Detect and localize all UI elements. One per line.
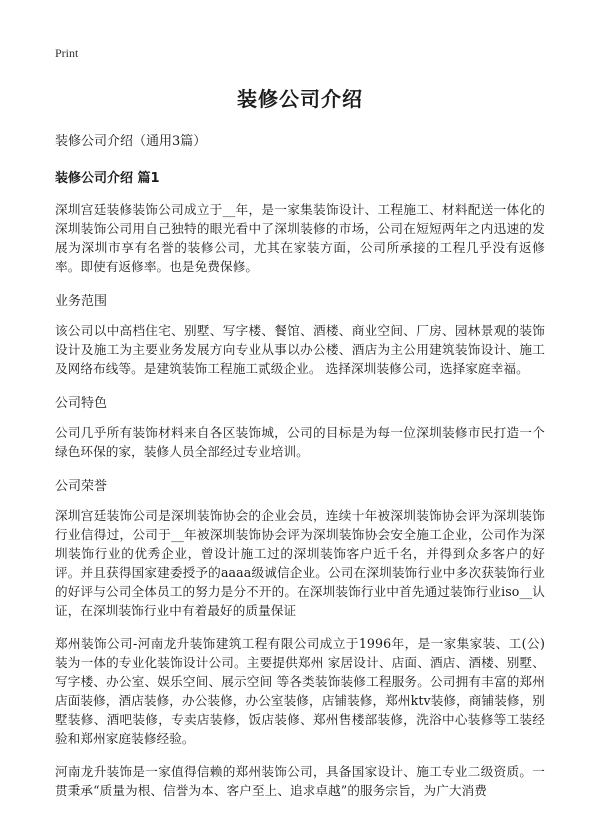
print-label: Print (55, 46, 79, 60)
document-title: 装修公司介绍 (237, 87, 363, 111)
paragraph-honors: 深圳宫廷装饰公司是深圳装饰协会的企业会员，连续十年被深圳装饰协会评为深圳装饰行业信得过，公司于__年被深圳装饰协会评为深圳装饰协会安全施工企业，公司作为深圳装饰行业的优秀企业，曾设计施工过的深圳装饰客户近千名，并得到众多客户的好评。并且获得国家建委授予的aaaa级诚信企业。公司在深圳装饰行业中多次获装饰行业的好评与公司全体员工的努力是分不开的。在深圳装饰行业中首先通过装饰行业iso__认证，在深圳装饰行业中有着最好的质量保证 (55, 508, 545, 618)
paragraph-zhengzhou-company: 郑州装饰公司-河南龙升装饰建筑工程有限公司成立于1996年，是一家集家装、工(公)装为一体的专业化装饰设计公司。主要提供郑州 家居设计、店面、酒店、酒楼、别墅、写字楼、办公室、娱乐空间、展示空间 等各类装饰装修工程服务。公司拥有丰富的郑州店面装修，酒店装修，办公装修，办公室装修，店铺装修，郑州ktv装修，商铺装修，别墅装修、酒吧装修，专卖店装修，饭店装修、郑州售楼部装修，洗浴中心装修等工装经验和郑州家庭装修经验。 (55, 636, 545, 746)
paragraph-business-scope: 该公司以中高档住宅、别墅、写字楼、餐馆、酒楼、商业空间、厂房、园林景观的装饰设计及施工为主要业务发展方向专业从事以办公楼、酒店为主公用建筑装饰设计、施工及网络布线等。是建筑装饰工程施工贰级企业。 选择深圳装修公司，选择家庭幸福。 (55, 323, 545, 376)
paragraph-features: 公司几乎所有装饰材料来自各区装饰城，公司的目标是为每一位深圳装修市民打造一个绿色环保的家，装修人员全部经过专业培训。 (55, 425, 545, 459)
document-subtitle: 装修公司介绍（通用3篇） (55, 134, 207, 149)
paragraph-intro: 深圳宫廷装修装饰公司成立于__年，是一家集装饰设计、工程施工、材料配送一体化的深圳装饰公司用自己独特的眼光看中了深圳装修的市场，公司在短短两年之内迅速的发展为深圳市享有名誉的装修公司，尤其在家装方面，公司所承接的工程几乎没有返修率。即使有返修率。也是免费保修。 (55, 202, 545, 274)
subheading-business-scope: 业务范围 (55, 294, 108, 309)
subheading-honors: 公司荣誉 (55, 479, 108, 494)
subheading-features: 公司特色 (55, 396, 108, 411)
paragraph-longsheng: 河南龙升装饰是一家值得信赖的郑州装饰公司，具备国家设计、施工专业二级资质。一贯秉承“质量为根、信誉为本、客户至上、追求卓越”的服务宗旨，为广大消费 (55, 764, 545, 798)
section-heading: 装修公司介绍 篇1 (55, 171, 160, 186)
